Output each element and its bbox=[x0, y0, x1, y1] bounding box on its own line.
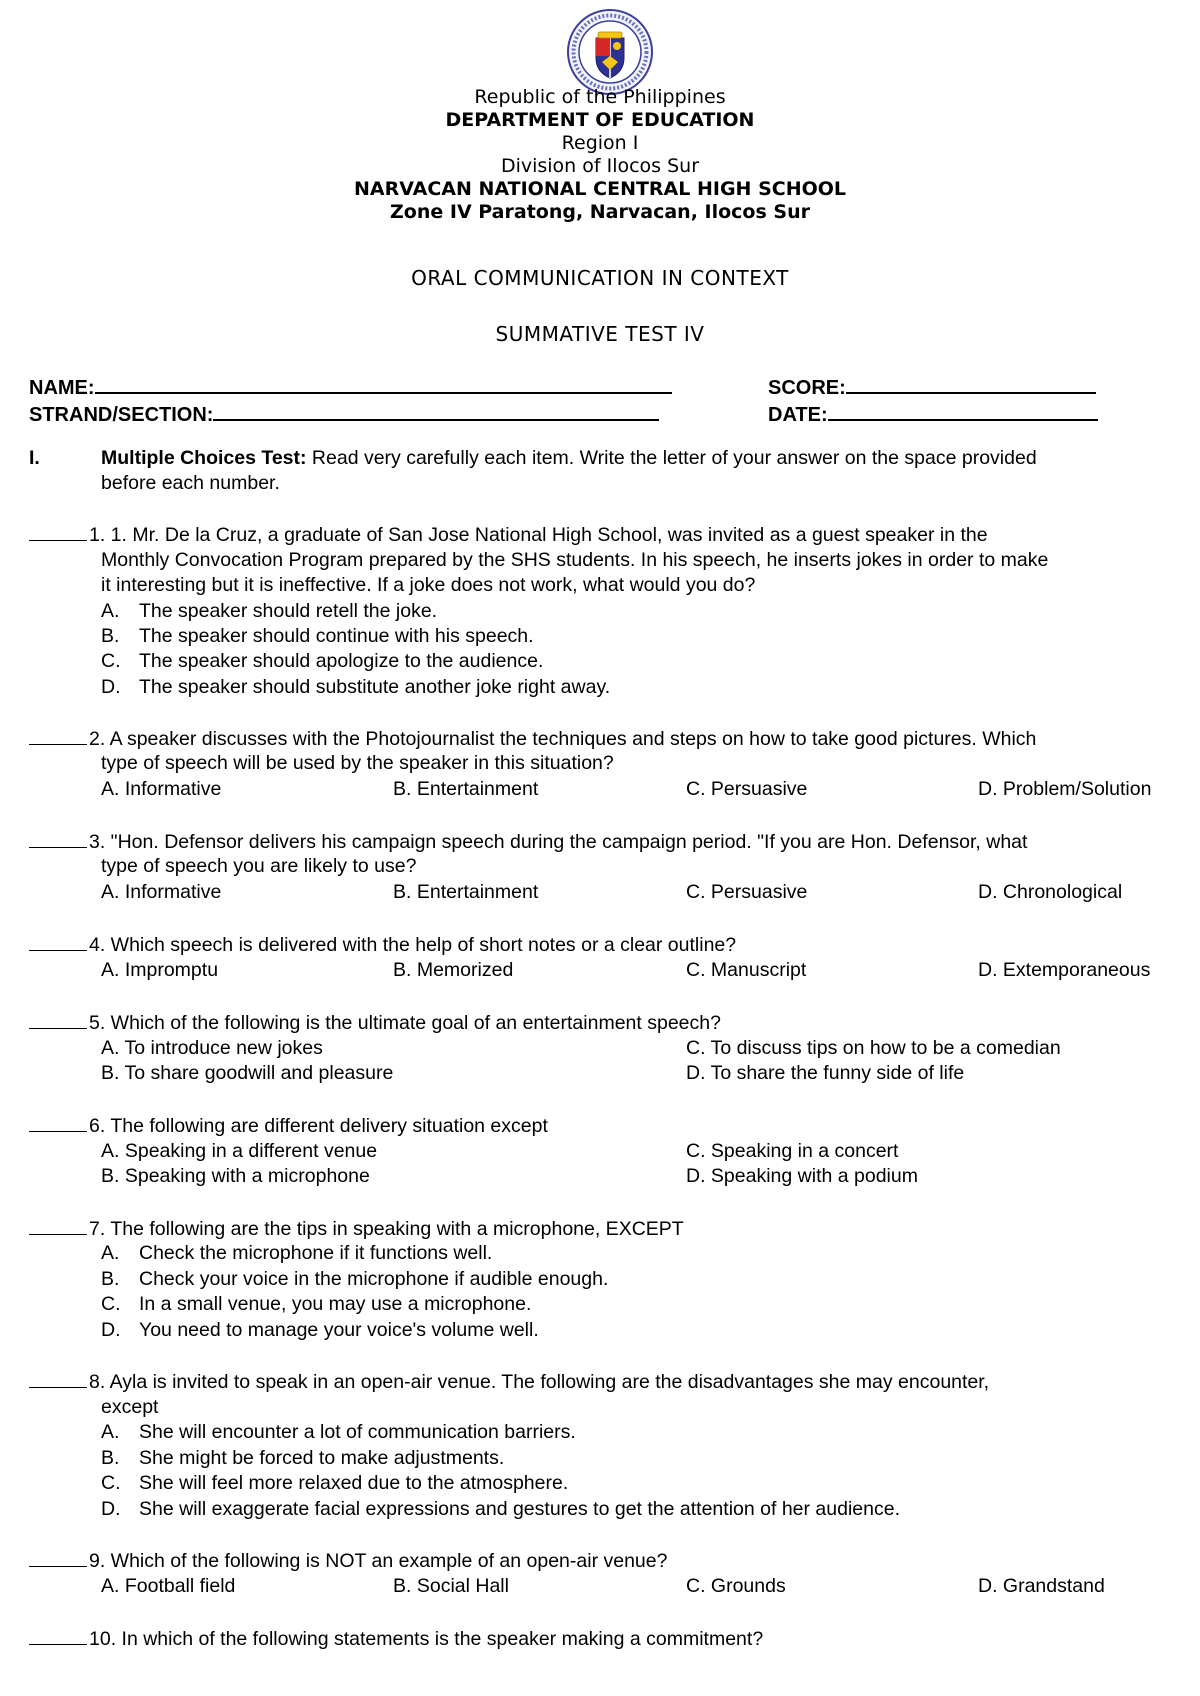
option-2a: A. Informative bbox=[101, 778, 222, 800]
answer-blank-7[interactable] bbox=[29, 1216, 87, 1235]
republic-line: Republic of the Philippines bbox=[474, 86, 726, 108]
answer-blank-3[interactable] bbox=[29, 829, 87, 848]
question-8: 8. Ayla is invited to speak in an open-air venue. The following are the disadvantages she may encounter, bbox=[29, 1369, 989, 1395]
option-3d: D. Chronological bbox=[978, 881, 1123, 903]
option-1d: D. The speaker should substitute another joke right away. bbox=[101, 676, 611, 698]
option-9b: B. Social Hall bbox=[393, 1575, 509, 1597]
option-8c: C. She will feel more relaxed due to the atmosphere. bbox=[101, 1472, 569, 1494]
question-4: 4. Which speech is delivered with the help of short notes or a clear outline? bbox=[29, 932, 736, 958]
option-6a: A. Speaking in a different venue bbox=[101, 1140, 378, 1162]
question-7: 7. The following are the tips in speaking with a microphone, EXCEPT bbox=[29, 1216, 684, 1242]
score-field[interactable] bbox=[768, 374, 1096, 401]
option-5d: D. To share the funny side of life bbox=[686, 1062, 965, 1084]
option-7a: A. Check the microphone if it functions well. bbox=[101, 1242, 493, 1264]
section-number: I. bbox=[29, 447, 40, 469]
name-field[interactable] bbox=[29, 374, 672, 401]
option-3b: B. Entertainment bbox=[393, 881, 539, 903]
strand-section-field[interactable] bbox=[29, 401, 659, 428]
option-7d: D. You need to manage your voice's volume well. bbox=[101, 1319, 539, 1341]
option-1a: A. The speaker should retell the joke. bbox=[101, 600, 438, 622]
option-7c: C. In a small venue, you may use a microphone. bbox=[101, 1293, 532, 1315]
school-line: NARVACAN NATIONAL CENTRAL HIGH SCHOOL bbox=[353, 178, 847, 200]
date-label: DATE: bbox=[768, 404, 828, 426]
section-title: Multiple Choices Test: bbox=[101, 447, 307, 469]
subject-title: ORAL COMMUNICATION IN CONTEXT bbox=[411, 266, 789, 290]
option-8b: B. She might be forced to make adjustments. bbox=[101, 1447, 505, 1469]
question-9: 9. Which of the following is NOT an example of an open-air venue? bbox=[29, 1548, 667, 1574]
option-1c: C. The speaker should apologize to the audience. bbox=[101, 650, 544, 672]
question-1-line-3: it interesting but it is ineffective. If a joke does not work, what would you do? bbox=[101, 574, 756, 596]
question-3: 3. "Hon. Defensor delivers his campaign speech during the campaign period. "If you are Hon. Defensor, what bbox=[29, 829, 1027, 855]
option-4d: D. Extemporaneous bbox=[978, 959, 1151, 981]
option-7b: B. Check your voice in the microphone if audible enough. bbox=[101, 1268, 609, 1290]
answer-blank-2[interactable] bbox=[29, 726, 87, 745]
option-9c: C. Grounds bbox=[686, 1575, 786, 1597]
answer-blank-8[interactable] bbox=[29, 1369, 87, 1388]
date-field[interactable] bbox=[768, 401, 1098, 428]
question-1: 1. 1. Mr. De la Cruz, a graduate of San Jose National High School, was invited as a guest speaker in the bbox=[29, 522, 988, 548]
option-3a: A. Informative bbox=[101, 881, 222, 903]
option-6b: B. Speaking with a microphone bbox=[101, 1165, 370, 1187]
answer-blank-1[interactable] bbox=[29, 522, 87, 541]
option-1b: B. The speaker should continue with his speech. bbox=[101, 625, 534, 647]
option-2d: D. Problem/Solution bbox=[978, 778, 1152, 800]
test-title: SUMMATIVE TEST IV bbox=[495, 322, 705, 346]
option-5b: B. To share goodwill and pleasure bbox=[101, 1062, 394, 1084]
option-2c: C. Persuasive bbox=[686, 778, 808, 800]
address-line: Zone IV Paratong, Narvacan, Ilocos Sur bbox=[390, 201, 810, 223]
option-9a: A. Football field bbox=[101, 1575, 236, 1597]
option-8a: A. She will encounter a lot of communication barriers. bbox=[101, 1421, 576, 1443]
question-5: 5. Which of the following is the ultimate goal of an entertainment speech? bbox=[29, 1010, 721, 1036]
region-line: Region I bbox=[561, 132, 639, 154]
division-line: Division of Ilocos Sur bbox=[500, 155, 700, 177]
question-6: 6. The following are different delivery situation except bbox=[29, 1113, 548, 1139]
department-line: DEPARTMENT OF EDUCATION bbox=[445, 109, 755, 131]
answer-blank-9[interactable] bbox=[29, 1548, 87, 1567]
answer-blank-4[interactable] bbox=[29, 932, 87, 951]
answer-blank-5[interactable] bbox=[29, 1010, 87, 1029]
score-blank[interactable] bbox=[846, 374, 1096, 394]
answer-blank-10[interactable] bbox=[29, 1626, 87, 1645]
name-blank[interactable] bbox=[95, 374, 672, 394]
question-3-line-2: type of speech you are likely to use? bbox=[101, 855, 417, 877]
date-blank[interactable] bbox=[828, 401, 1098, 421]
question-10: 10. In which of the following statements is the speaker making a commitment? bbox=[29, 1626, 763, 1652]
option-6d: D. Speaking with a podium bbox=[686, 1165, 918, 1187]
question-8-line-2: except bbox=[101, 1396, 159, 1418]
option-5a: A. To introduce new jokes bbox=[101, 1037, 323, 1059]
name-label: NAME: bbox=[29, 377, 95, 399]
option-4b: B. Memorized bbox=[393, 959, 514, 981]
option-4c: C. Manuscript bbox=[686, 959, 807, 981]
instructions-line-1: Read very carefully each item. Write the letter of your answer on the space provided bbox=[306, 447, 1037, 469]
option-3c: C. Persuasive bbox=[686, 881, 808, 903]
question-2: 2. A speaker discusses with the Photojournalist the techniques and steps on how to take good pictures. Which bbox=[29, 726, 1036, 752]
option-2b: B. Entertainment bbox=[393, 778, 539, 800]
option-8d: D. She will exaggerate facial expressions and gestures to get the attention of her audience. bbox=[101, 1498, 900, 1520]
strand-section-blank[interactable] bbox=[213, 401, 659, 421]
section-instructions bbox=[101, 446, 1037, 471]
question-2-line-2: type of speech will be used by the speaker in this situation? bbox=[101, 752, 614, 774]
option-5c: C. To discuss tips on how to be a comedian bbox=[686, 1037, 1061, 1059]
option-6c: C. Speaking in a concert bbox=[686, 1140, 899, 1162]
strand-section-label: STRAND/SECTION: bbox=[29, 404, 214, 426]
letterhead bbox=[0, 86, 1200, 224]
answer-blank-6[interactable] bbox=[29, 1113, 87, 1132]
option-4a: A. Impromptu bbox=[101, 959, 219, 981]
instructions-line-2: before each number. bbox=[101, 472, 280, 494]
deped-seal-icon bbox=[566, 8, 654, 96]
question-1-line-2: Monthly Convocation Program prepared by the SHS students. In his speech, he inserts jokes in order to make bbox=[101, 549, 1049, 571]
option-9d: D. Grandstand bbox=[978, 1575, 1105, 1597]
score-label: SCORE: bbox=[768, 377, 846, 399]
